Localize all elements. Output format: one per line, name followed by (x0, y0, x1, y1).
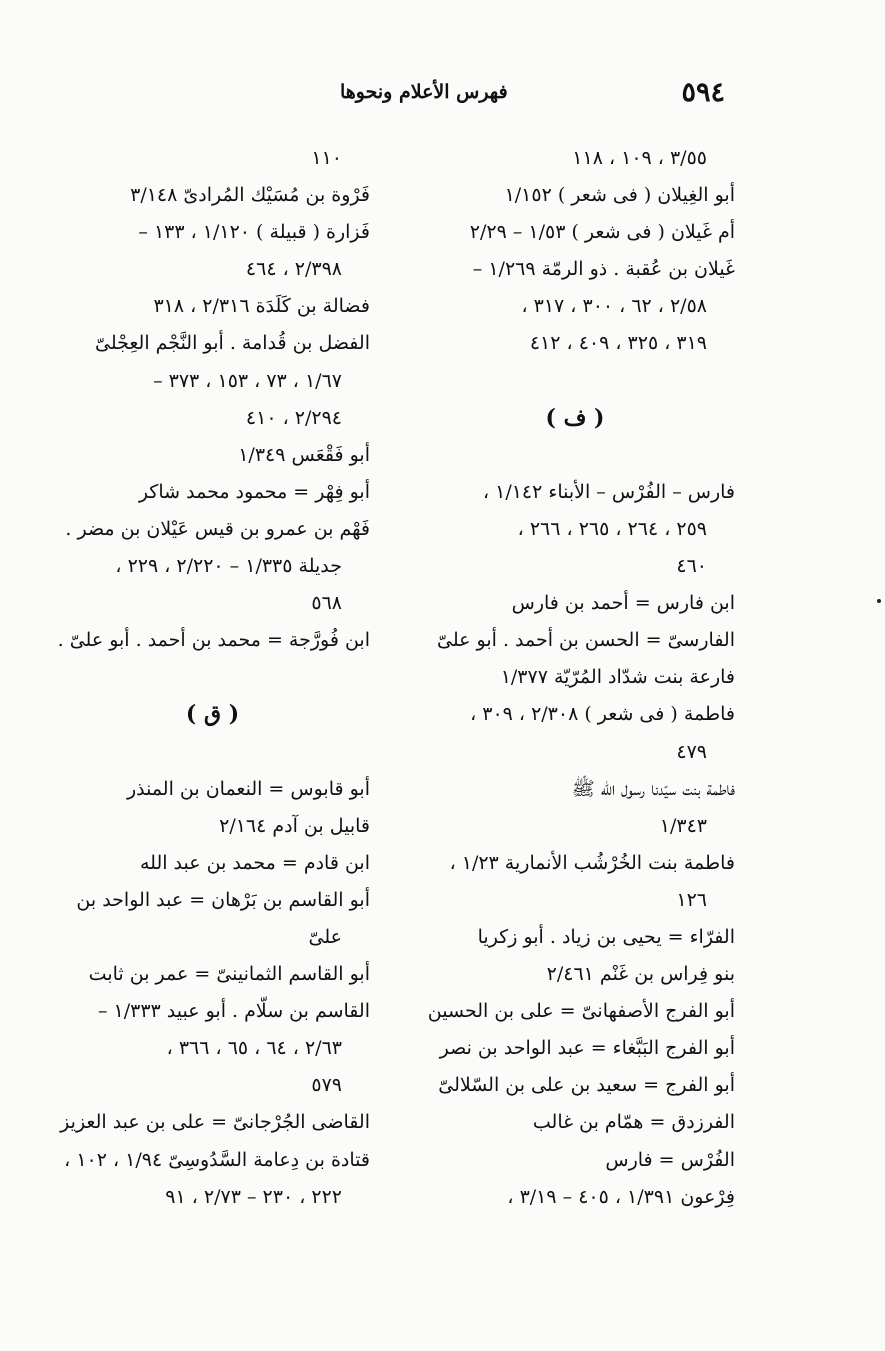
index-entry-line: فَرْوة بن مُسَيْك المُرادىّ ٣/١٤٨ (130, 184, 370, 207)
section-heading: ( ف ) (545, 404, 605, 431)
index-continuation-line: ١/٦٧ ، ٧٣ ، ١٥٣ ، ٣٧٣ – (153, 369, 342, 392)
index-continuation-line: ٢/٣٩٨ ، ٤٦٤ (245, 258, 342, 281)
index-continuation-line: ١٢٦ (676, 888, 707, 911)
index-entry-line: فضالة بن كَلَدَة ٢/٣١٦ ، ٣١٨ (153, 295, 370, 318)
index-continuation-line: ٢/٥٨ ، ٦٢ ، ٣٠٠ ، ٣١٧ ، (521, 295, 707, 318)
index-continuation-line: ٤٧٩ (676, 740, 707, 763)
index-entry-line: فِرْعون ١/٣٩١ ، ٤٠٥ – ٣/١٩ ، (507, 1185, 735, 1208)
index-entry-line: الفارسىّ = الحسن بن أحمد . أبو علىّ (437, 629, 735, 652)
index-entry-line: فارعة بنت شدّاد المُرّيّة ١/٣٧٧ (500, 666, 735, 689)
index-continuation-line: ٤٦٠ (676, 555, 707, 578)
index-continuation-line: ٢/٢٩٤ ، ٤١٠ (245, 406, 342, 429)
index-entry-line: أبو الفرج الأصفهانىّ = على بن الحسين (427, 1000, 735, 1023)
margin-speck (877, 599, 881, 603)
index-continuation-line: علىّ (308, 925, 342, 948)
index-entry-line: أبو القاسم بن بَرْهان = عبد الواحد بن (76, 888, 370, 911)
index-entry-line: فاطمة ( فى شعر ) ٢/٣٠٨ ، ٣٠٩ ، (470, 703, 735, 726)
index-continuation-line: ٣١٩ ، ٣٢٥ ، ٤٠٩ ، ٤١٢ (529, 332, 707, 355)
running-title: فهرس الأعلام ونحوها (340, 81, 508, 103)
index-continuation-line: ٢/٦٣ ، ٦٤ ، ٦٥ ، ٣٦٦ ، (166, 1037, 342, 1060)
index-continuation-line: جديلة ١/٣٣٥ – ٢/٢٢٠ ، ٢٢٩ ، (115, 555, 342, 578)
index-entry-line: القاسم بن سلّام . أبو عبيد ١/٣٣٣ – (97, 1000, 370, 1023)
index-entry-line: قتادة بن دِعامة السَّدُوسِىّ ١/٩٤ ، ١٠٢ ، (64, 1148, 370, 1171)
index-continuation-line: ١١٠ (311, 147, 342, 169)
index-entry-line: فَهْم بن عمرو بن قيس عَيْلان بن مضر . (65, 517, 370, 540)
index-entry-line: الفرّاء = يحيى بن زياد . أبو زكريا (477, 925, 735, 948)
blank-line (415, 437, 735, 474)
right-column (415, 140, 735, 1216)
index-entry-line: القاضى الجُرْجانىّ = على بن عبد العزيز (60, 1111, 370, 1134)
blank-line (55, 659, 370, 696)
index-entry-line: ابن فارس = أحمد بن فارس (511, 592, 735, 615)
index-continuation-line: ٢٥٩ ، ٢٦٤ ، ٢٦٥ ، ٢٦٦ ، (517, 517, 707, 540)
index-entry-line: أبو الفرج = سعيد بن على بن السّلالىّ (438, 1074, 735, 1097)
index-continuation-line: ٥٦٨ (311, 592, 342, 615)
index-entry-line: أبو الغِيلان ( فى شعر ) ١/١٥٢ (504, 184, 735, 207)
index-entry-line: أبو قابوس = النعمان بن المنذر (126, 777, 370, 800)
index-continuation-line: ٣/٥٥ ، ١٠٩ ، ١١٨ (572, 147, 707, 169)
index-entry-line: فَزارة ( قبيلة ) ١/١٢٠ ، ١٣٣ – (138, 221, 370, 244)
index-entry-line: أبو فِهْر = محمود محمد شاكر (138, 480, 370, 503)
index-entry-line: فارس – الفُرْس – الأبناء ١/١٤٢ ، (482, 480, 735, 503)
index-entry-line: الفُرْس = فارس (605, 1148, 735, 1171)
index-entry-line: فاطمة بنت الخُرْشُب الأنمارية ١/٢٣ ، (449, 851, 735, 874)
index-entry-line: أبو الفرج البَبَّغاء = عبد الواحد بن نصر (439, 1037, 735, 1060)
index-entry-line: الفرزدق = همّام بن غالب (532, 1111, 735, 1134)
index-entry-line: غَيلان بن عُقبة . ذو الرمّة ١/٢٦٩ – (472, 258, 735, 281)
index-continuation-line: ١/٣٤٣ (659, 814, 707, 837)
index-continuation-line: ٥٧٩ (311, 1074, 342, 1097)
index-entry-line: فاطمة بنت سيّدنا رسول الله ﷺ (571, 777, 735, 800)
index-entry-line: أم غَيلان ( فى شعر ) ١/٥٣ – ٢/٢٩ (469, 221, 735, 244)
index-entry-line: بنو فِراس بن غَنْم ٢/٤٦١ (546, 963, 735, 986)
index-continuation-line: ٢٢٢ ، ٢٣٠ – ٢/٧٣ ، ٩١ (165, 1185, 342, 1208)
index-entry-line: الفضل بن قُدامة . أبو النَّجْم العِجْلىّ (95, 332, 370, 355)
index-entry-line: أبو القاسم الثمانينىّ = عمر بن ثابت (88, 963, 370, 986)
index-entry-line: ابن فُورَّجة = محمد بن أحمد . أبو علىّ . (57, 629, 370, 652)
index-entry-line: ابن قادم = محمد بن عبد الله (139, 851, 370, 874)
index-entry-line: أبو فَقْعَس ١/٣٤٩ (238, 443, 370, 466)
left-column (55, 140, 370, 1216)
blank-line (415, 363, 735, 400)
section-heading: ( ق ) (185, 701, 240, 728)
blank-line (55, 734, 370, 771)
index-entry-line: قابيل بن آدم ٢/١٦٤ (219, 814, 370, 837)
page-header (340, 72, 725, 112)
page-number: ٥٩٤ (681, 76, 725, 108)
